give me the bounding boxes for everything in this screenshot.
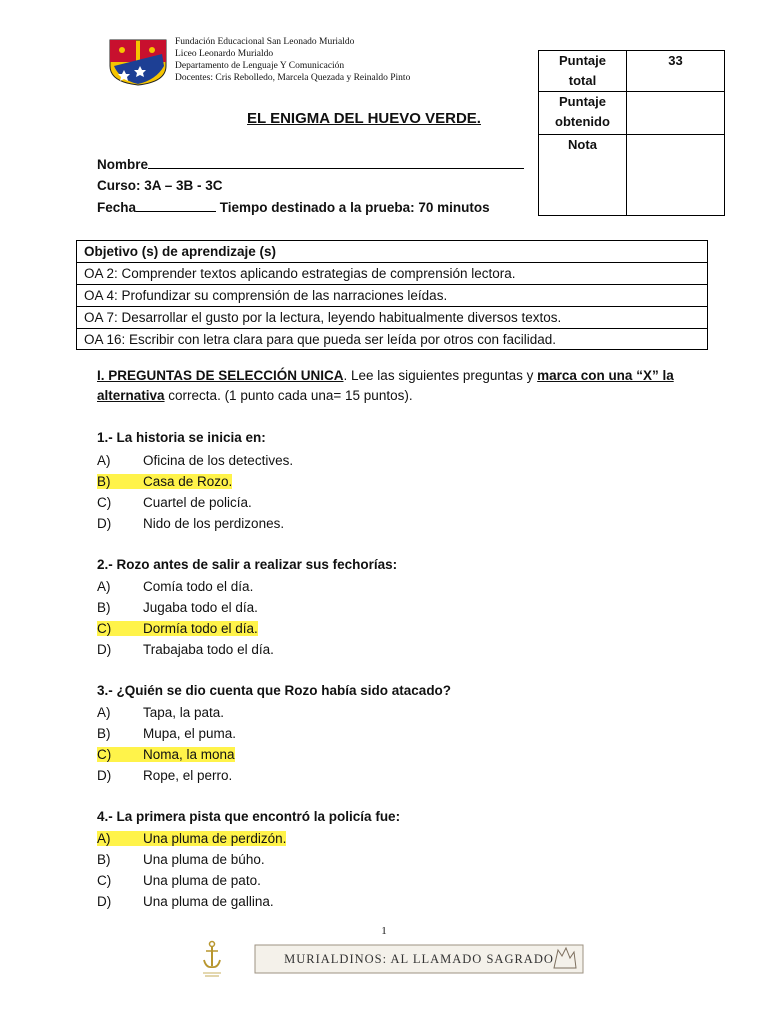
option-2b[interactable]: B) Jugaba todo el día. [97,600,258,615]
puntaje-total-label: Puntaje total [539,51,627,92]
option-3a[interactable]: A) Tapa, la pata. [97,705,225,720]
school-crest-logo [106,36,170,86]
puntaje-obtenido-label: Puntaje obtenido [539,92,627,135]
objectives-heading: Objetivo (s) de aprendizaje (s) [77,241,707,263]
question-4: 4.- La primera pista que encontró la policía fue: [97,809,401,824]
anchor-icon [200,940,224,980]
header-line: Docentes: Cris Rebolledo, Marcela Quezada y Reinaldo Pinto [175,73,411,83]
header-line: Liceo Leonardo Murialdo [175,49,274,59]
question-1: 1.- La historia se inicia en: [97,430,266,445]
option-1a[interactable]: A) Oficina de los detectives. [97,453,294,468]
option-3d[interactable]: D) Rope, el perro. [97,768,233,783]
page-number: 1 [381,925,387,937]
option-1c[interactable]: C) Cuartel de policía. [97,495,252,510]
fecha-field[interactable]: Fecha Tiempo destinado a la prueba: 70 minutos [97,200,490,215]
objective-item: OA 16: Escribir con letra clara para que pueda ser leída por otros con facilidad. [84,332,557,347]
objective-item: OA 7: Desarrollar el gusto por la lectura, leyendo habitualmente diversos textos. [77,307,707,329]
tiempo-label: Tiempo destinado a la prueba: 70 minutos [219,200,490,215]
option-4b[interactable]: B) Una pluma de búho. [97,852,265,867]
nota-label: Nota [539,135,627,216]
header-line: Departamento de Lenguaje Y Comunicación [175,61,345,71]
option-4d[interactable]: D) Una pluma de gallina. [97,894,274,909]
objective-item: OA 2: Comprender textos aplicando estrategias de comprensión lectora. [77,263,707,285]
objectives-box [76,240,708,350]
option-4c[interactable]: C) Una pluma de pato. [97,873,261,888]
school-header [175,36,410,84]
option-1b-selected[interactable]: B) Casa de Rozo. [97,474,233,489]
header-line: Fundación Educacional San Leonado Murialdo [175,37,355,47]
option-2a[interactable]: A) Comía todo el día. [97,579,254,594]
section-heading: I. PREGUNTAS DE SELECCIÓN UNICA [97,368,344,383]
question-3: 3.- ¿Quién se dio cuenta que Rozo había sido atacado? [97,683,452,698]
option-3c-selected[interactable]: C) Noma, la mona [97,747,235,762]
option-1d[interactable]: D) Nido de los perdizones. [97,516,285,531]
nombre-field[interactable]: Nombre [97,156,524,172]
option-4a-selected[interactable]: A) Una pluma de perdizón. [97,831,287,846]
puntaje-total-value: 33 [627,51,725,92]
instruction-emphasis: marca con una “X” la alternativa [97,368,674,403]
option-2d[interactable]: D) Trabajaba todo el día. [97,642,274,657]
nota-field[interactable] [627,135,725,216]
question-2: 2.- Rozo antes de salir a realizar sus fechorías: [97,557,398,572]
exam-title: EL ENIGMA DEL HUEVO VERDE. [247,110,481,127]
option-2c-selected[interactable]: C) Dormía todo el día. [97,621,258,636]
footer-banner-text: MURIALDINOS: AL LLAMADO SAGRADO [284,952,554,966]
score-table [538,50,725,216]
option-3b[interactable]: B) Mupa, el puma. [97,726,237,741]
section-instructions: I. PREGUNTAS DE SELECCIÓN UNICA. Lee las siguientes preguntas y marca con una “X” la alternativa correcta. (1 punto cada una= 15 puntos). [97,368,674,403]
curso-field: Curso: 3A – 3B - 3C [97,178,223,193]
objective-item: OA 4: Profundizar su comprensión de las narraciones leídas. [77,285,707,307]
